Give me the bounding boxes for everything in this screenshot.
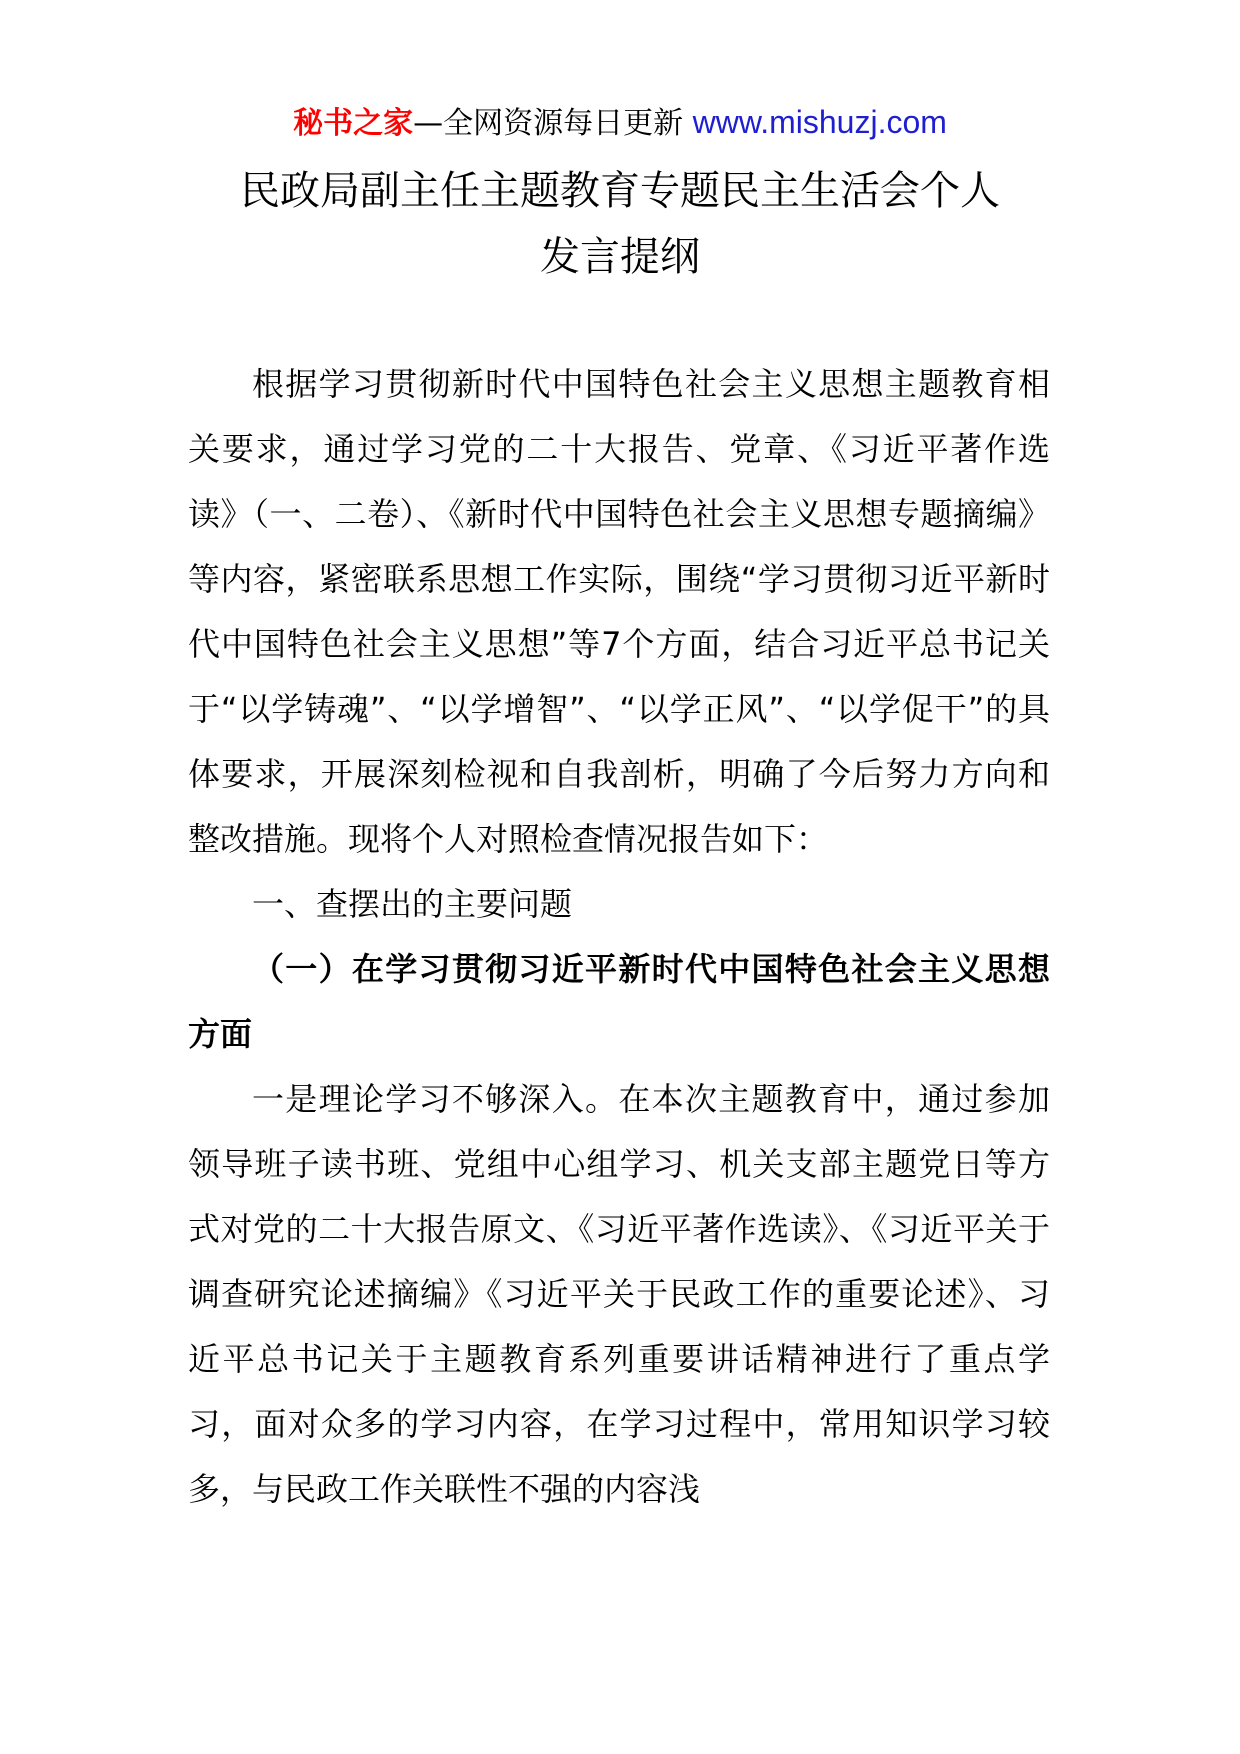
body-paragraph: 一是理论学习不够深入。在本次主题教育中，通过参加领导班子读书班、党组中心组学习、机关支部主题党日等方式对党的二十大报告原文、《习近平著作选读》、《习近平关于调查研究论述摘编》《习近平关于民政工作的重要论述》、习近平总书记关于主题教育系列重要讲话精神进行了重点学习，面对众多的学习内容，在学习过程中，常用知识学习较多，与民政工作关联性不强的内容浅 (188, 1080, 1050, 1508)
brand-name: 秘书之家 (293, 106, 414, 141)
banner-tagline: —全网资源每日更新 (413, 106, 693, 141)
document-title-line-2: 发言提纲 (540, 234, 700, 280)
subsection-heading: （一）在学习贯彻习近平新时代中国特色社会主义思想方面 (188, 950, 1050, 1053)
site-url-link[interactable]: www.mishuzj.com (692, 104, 947, 140)
section-heading: 一、查摆出的主要问题 (252, 885, 573, 923)
document-title-line-1: 民政局副主任主题教育专题民主生活会个人 (240, 168, 1000, 214)
intro-paragraph: 根据学习贯彻新时代中国特色社会主义思想主题教育相关要求，通过学习党的二十大报告、党章、《习近平著作选读》（一、二卷）、《新时代中国特色社会主义思想专题摘编》等内容，紧密联系思想工作实际，围绕“学习贯彻习近平新时代中国特色社会主义思想”等7个方面，结合习近平总书记关于“以学铸魂”、“以学增智”、“以学正风”、“以学促干”的具体要求，开展深刻检视和自我剖析，明确了今后努力方向和整改措施。现将个人对照检查情况报告如下： (188, 365, 1050, 858)
site-banner (0, 100, 1240, 146)
document-body (188, 352, 1050, 1522)
